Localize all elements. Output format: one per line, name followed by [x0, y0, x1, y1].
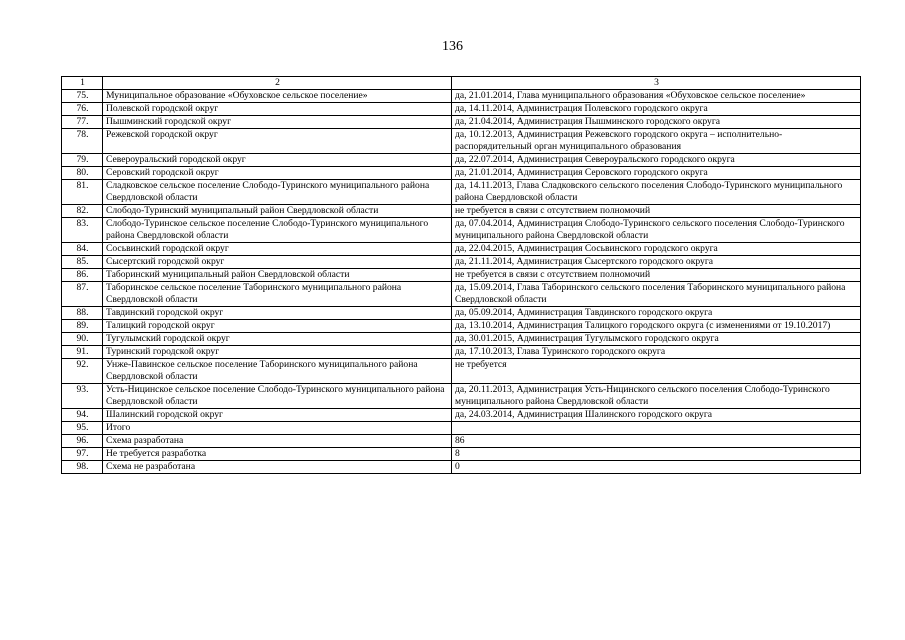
row-number: 84. — [62, 243, 103, 256]
table-header-row — [62, 77, 861, 90]
municipality-name: Схема не разработана — [103, 461, 452, 474]
municipality-name: Итого — [103, 422, 452, 435]
row-number: 88. — [62, 307, 103, 320]
scheme-status: да, 07.04.2014, Администрация Слободо-Туринского сельского поселения Слободо-Туринского муниципального района Свердловской области — [452, 218, 861, 243]
municipality-name: Шалинский городской округ — [103, 409, 452, 422]
scheme-status: не требуется в связи с отсутствием полномочий — [452, 269, 861, 282]
municipality-name: Не требуется разработка — [103, 448, 452, 461]
scheme-status: да, 14.11.2013, Глава Сладковского сельского поселения Слободо-Туринского муниципального района Свердловской области — [452, 180, 861, 205]
scheme-status: да, 17.10.2013, Глава Туринского городского округа — [452, 346, 861, 359]
scheme-status — [452, 422, 861, 435]
municipality-name: Слободо-Туринский муниципальный район Свердловской области — [103, 205, 452, 218]
row-number: 79. — [62, 154, 103, 167]
table-row — [62, 435, 861, 448]
scheme-status: да, 22.07.2014, Администрация Североуральского городского округа — [452, 154, 861, 167]
table-row — [62, 154, 861, 167]
municipality-name: Схема разработана — [103, 435, 452, 448]
table-row — [62, 333, 861, 346]
header-cell-1: 1 — [62, 77, 103, 90]
row-number: 92. — [62, 359, 103, 384]
municipality-name: Сладковское сельское поселение Слободо-Туринского муниципального района Свердловской области — [103, 180, 452, 205]
scheme-status: да, 15.09.2014, Глава Таборинского сельского поселения Таборинского муниципального района Свердловской области — [452, 282, 861, 307]
municipality-name: Талицкий городской округ — [103, 320, 452, 333]
header-cell-3: 3 — [452, 77, 861, 90]
table-row — [62, 461, 861, 474]
row-number: 87. — [62, 282, 103, 307]
municipality-name: Режевской городской округ — [103, 129, 452, 154]
table-row — [62, 269, 861, 282]
municipality-name: Сосьвинский городской округ — [103, 243, 452, 256]
row-number: 76. — [62, 103, 103, 116]
header-cell-2: 2 — [103, 77, 452, 90]
table-row — [62, 359, 861, 384]
municipality-name: Слободо-Туринское сельское поселение Слободо-Туринского муниципального района Свердловской области — [103, 218, 452, 243]
scheme-status: да, 21.04.2014, Администрация Пышминского городского округа — [452, 116, 861, 129]
scheme-status: не требуется в связи с отсутствием полномочий — [452, 205, 861, 218]
table-row — [62, 346, 861, 359]
table-row — [62, 218, 861, 243]
municipality-name: Сысертский городской округ — [103, 256, 452, 269]
table-row — [62, 448, 861, 461]
scheme-status: да, 21.11.2014, Администрация Сысертского городского округа — [452, 256, 861, 269]
row-number: 91. — [62, 346, 103, 359]
table-row — [62, 256, 861, 269]
table-row — [62, 205, 861, 218]
municipality-name: Усть-Ницинское сельское поселение Слободо-Туринского муниципального района Свердловской области — [103, 384, 452, 409]
row-number: 75. — [62, 90, 103, 103]
row-number: 83. — [62, 218, 103, 243]
table-row — [62, 243, 861, 256]
scheme-status: да, 20.11.2013, Администрация Усть-Ницинского сельского поселения Слободо-Туринского муниципального района Свердловской области — [452, 384, 861, 409]
row-number: 98. — [62, 461, 103, 474]
row-number: 86. — [62, 269, 103, 282]
table-row — [62, 384, 861, 409]
row-number: 80. — [62, 167, 103, 180]
scheme-status: да, 14.11.2014, Администрация Полевского городского округа — [452, 103, 861, 116]
table-row — [62, 320, 861, 333]
table-row — [62, 409, 861, 422]
scheme-status: да, 30.01.2015, Администрация Тугулымского городского округа — [452, 333, 861, 346]
scheme-status: да, 24.03.2014, Администрация Шалинского городского округа — [452, 409, 861, 422]
scheme-status: не требуется — [452, 359, 861, 384]
row-number: 77. — [62, 116, 103, 129]
municipality-name: Таборинский муниципальный район Свердловской области — [103, 269, 452, 282]
row-number: 97. — [62, 448, 103, 461]
municipality-name: Серовский городской округ — [103, 167, 452, 180]
row-number: 89. — [62, 320, 103, 333]
row-number: 81. — [62, 180, 103, 205]
municipality-name: Муниципальное образование «Обуховское сельское поселение» — [103, 90, 452, 103]
scheme-status: да, 22.04.2015, Администрация Сосьвинского городского округа — [452, 243, 861, 256]
page-number: 136 — [442, 39, 463, 54]
table-row — [62, 116, 861, 129]
municipality-name: Пышминский городской округ — [103, 116, 452, 129]
table-row — [62, 167, 861, 180]
table-row — [62, 129, 861, 154]
row-number: 85. — [62, 256, 103, 269]
municipality-name: Североуральский городской округ — [103, 154, 452, 167]
municipality-name: Унже-Павинское сельское поселение Таборинского муниципального района Свердловской области — [103, 359, 452, 384]
row-number: 95. — [62, 422, 103, 435]
scheme-status: 0 — [452, 461, 861, 474]
table-row — [62, 90, 861, 103]
municipality-name: Таборинское сельское поселение Таборинского муниципального района Свердловской области — [103, 282, 452, 307]
municipality-name: Полевской городской округ — [103, 103, 452, 116]
scheme-status: да, 21.01.2014, Глава муниципального образования «Обуховское сельское поселение» — [452, 90, 861, 103]
document-table — [61, 76, 861, 474]
row-number: 93. — [62, 384, 103, 409]
row-number: 82. — [62, 205, 103, 218]
table-row — [62, 307, 861, 320]
municipality-name: Тугулымский городской округ — [103, 333, 452, 346]
scheme-status: да, 05.09.2014, Администрация Тавдинского городского округа — [452, 307, 861, 320]
table-row — [62, 103, 861, 116]
scheme-status: 8 — [452, 448, 861, 461]
municipality-name: Тавдинский городской округ — [103, 307, 452, 320]
row-number: 78. — [62, 129, 103, 154]
scheme-status: да, 13.10.2014, Администрация Талицкого городского округа (с изменениями от 19.10.2017) — [452, 320, 861, 333]
scheme-status: 86 — [452, 435, 861, 448]
municipality-name: Туринский городской округ — [103, 346, 452, 359]
table-row — [62, 282, 861, 307]
table-row — [62, 422, 861, 435]
row-number: 94. — [62, 409, 103, 422]
row-number: 90. — [62, 333, 103, 346]
table-row — [62, 180, 861, 205]
scheme-status: да, 10.12.2013, Администрация Режевского городского округа – исполнительно-распорядительный орган муниципального образования — [452, 129, 861, 154]
row-number: 96. — [62, 435, 103, 448]
scheme-status: да, 21.01.2014, Администрация Серовского городского округа — [452, 167, 861, 180]
